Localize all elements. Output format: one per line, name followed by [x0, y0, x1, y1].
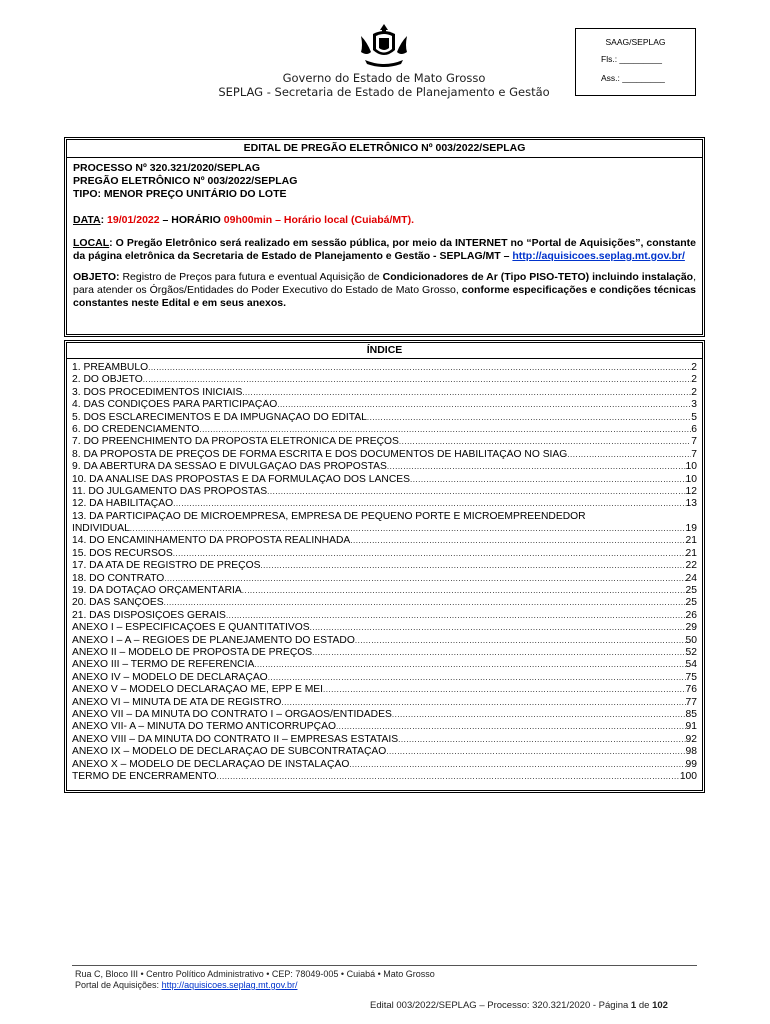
- footer-portal: [75, 980, 297, 990]
- toc-entry-page: 92: [685, 733, 697, 745]
- page-number: 1: [630, 1000, 637, 1011]
- toc-entry-page: 100: [679, 770, 697, 782]
- toc-entry-title: 3. DOS PROCEDIMENTOS INICIAIS: [72, 386, 243, 398]
- edital-summary-box: [64, 137, 705, 337]
- toc-entry-title: 11. DO JULGAMENTO DAS PROPOSTAS: [72, 485, 268, 497]
- toc-entry[interactable]: [72, 424, 697, 436]
- toc-entry[interactable]: [72, 498, 697, 510]
- objeto-paragraph: [73, 271, 696, 310]
- toc-entry[interactable]: [72, 548, 697, 560]
- hora-label: – HORÁRIO: [159, 214, 224, 226]
- toc-entry[interactable]: [72, 374, 697, 386]
- data-sep: :: [100, 214, 108, 226]
- toc-entry-title: 13. DA PARTICIPAÇÃO DE MICROEMPRESA, EMPRESA DE PEQUENO PORTE E MICROEMPREENDEDOR: [72, 510, 586, 522]
- toc-entry-title: 4. DAS CONDIÇÕES PARA PARTICIPAÇÃO: [72, 399, 278, 411]
- toc-entry[interactable]: [72, 610, 697, 622]
- toc-entry[interactable]: [72, 461, 697, 473]
- toc-entry-title: 1. PREÂMBULO: [72, 362, 149, 373]
- toc-entry-page: 19: [685, 523, 697, 535]
- toc-entry-page: 2: [691, 386, 697, 398]
- toc-leader-dots: [323, 684, 686, 696]
- toc-entry[interactable]: [72, 771, 697, 783]
- toc-entry-title: 5. DOS ESCLARECIMENTOS E DA IMPUGNAÇÃO DO EDITAL: [72, 411, 367, 423]
- toc-entry-title: ANEXO IV – MODELO DE DECLARAÇÃO: [72, 671, 268, 683]
- local-label: LOCAL: [73, 237, 110, 249]
- toc-leader-dots: [281, 697, 685, 709]
- page-of: de: [636, 1000, 653, 1011]
- toc-leader-dots: [310, 622, 686, 634]
- toc-entry-title: ANEXO VII – DA MINUTA DO CONTRATO I – ÓRGÃOS/ENTIDADES: [72, 708, 392, 720]
- toc-leader-dots: [398, 734, 685, 746]
- toc-leader-dots: [143, 374, 692, 386]
- toc-entry-page: 2: [691, 362, 697, 373]
- toc-entry-title: 8. DA PROPOSTA DE PREÇOS DE FORMA ESCRITA E DOS DOCUMENTOS DE HABILITAÇÃO NO SIAG: [72, 448, 568, 460]
- gov-line-1: Governo do Estado de Mato Grosso: [282, 71, 486, 85]
- toc-leader-dots: [260, 560, 685, 572]
- index-box: [64, 340, 705, 793]
- toc-entry-page: 12: [685, 485, 697, 497]
- protocol-stamp: [575, 28, 696, 96]
- toc-entry-title: 20. DAS SANÇÕES: [72, 597, 164, 609]
- toc-entry-title: ANEXO I – A – REGIÕES DE PLANEJAMENTO DO ESTADO: [72, 634, 355, 646]
- toc-entry-page: 6: [691, 423, 697, 435]
- toc-leader-dots: [567, 449, 691, 461]
- toc-leader-dots: [336, 721, 686, 733]
- toc-leader-dots: [173, 548, 686, 560]
- toc-leader-dots: [268, 672, 686, 684]
- toc-entry-page: 21: [685, 547, 697, 559]
- page-footer: [370, 1000, 668, 1011]
- toc-leader-dots: [217, 771, 680, 783]
- toc-entry-title: 7. DO PREENCHIMENTO DA PROPOSTA ELETRÔNICA DE PREÇOS: [72, 436, 399, 448]
- footer-divider: [72, 965, 697, 966]
- toc-entry-page: 24: [685, 572, 697, 584]
- toc-entry[interactable]: [72, 449, 697, 461]
- toc-entry-title: 17. DA ATA DE REGISTRO DE PREÇOS: [72, 560, 261, 572]
- stamp-fls: Fls.: _________: [601, 54, 662, 64]
- toc-leader-dots: [386, 746, 685, 758]
- toc-leader-dots: [350, 535, 685, 547]
- toc-entry-title: 6. DO CREDENCIAMENTO: [72, 423, 200, 435]
- toc-leader-dots: [226, 610, 686, 622]
- toc-entry-page: 52: [685, 646, 697, 658]
- toc-entry[interactable]: [72, 387, 697, 399]
- footer-portal-link[interactable]: http://aquisicoes.seplag.mt.gov.br/: [161, 980, 298, 990]
- toc-entry-page: 75: [685, 671, 697, 683]
- toc-entry[interactable]: [72, 622, 697, 634]
- toc-entry-title: 14. DO ENCAMINHAMENTO DA PROPOSTA REALINHADA: [72, 535, 351, 547]
- toc-leader-dots: [355, 635, 686, 647]
- toc-entry-page: 22: [685, 560, 697, 572]
- toc-entry-page: 5: [691, 411, 697, 423]
- toc-entry-page: 99: [685, 758, 697, 770]
- toc-entry-page: 29: [685, 622, 697, 634]
- stamp-ass: Ass.: _________: [601, 73, 665, 83]
- toc-leader-dots: [164, 573, 685, 585]
- toc-entry-page: 76: [685, 684, 697, 696]
- objeto-bold-1: Condicionadores de Ar (Tipo PISO-TETO) incluindo instalação: [382, 271, 694, 283]
- gov-line-2: SEPLAG - Secretaria de Estado de Planejamento e Gestão: [218, 85, 550, 99]
- toc-entry-title: ANEXO VII- A – MINUTA DO TERMO ANTICORRUPÇÃO: [72, 721, 336, 733]
- toc-leader-dots: [254, 659, 685, 671]
- toc-entry-title: 10. DA ANALISE DAS PROPOSTAS E DA FORMULAÇÃO DOS LANCES: [72, 473, 410, 485]
- tipo-line: TIPO: MENOR PREÇO UNITÁRIO DO LOTE: [73, 188, 287, 200]
- toc-entry-page: 10: [685, 473, 697, 485]
- toc-entry-page: 21: [685, 535, 697, 547]
- toc-entry-title: ANEXO I – ESPECIFICAÇÕES E QUANTITATIVOS: [72, 622, 310, 634]
- hora-value: 09h00min – Horário local (Cuiabá/MT).: [223, 214, 414, 226]
- toc-entry-title: TERMO DE ENCERRAMENTO: [72, 770, 217, 782]
- toc-entry-title: 9. DA ABERTURA DA SESSÃO E DIVULGAÇÃO DAS PROPOSTAS: [72, 461, 387, 473]
- toc-leader-dots: [392, 709, 686, 721]
- toc-entry[interactable]: [72, 486, 697, 498]
- toc-leader-dots: [399, 436, 691, 448]
- footer-portal-label: Portal de Aquisições:: [75, 980, 162, 990]
- index-title: ÍNDICE: [67, 343, 702, 359]
- toc-leader-dots: [387, 461, 686, 473]
- toc-entry-title: 18. DO CONTRATO: [72, 572, 165, 584]
- page-total: 102: [652, 1000, 668, 1011]
- footer-address: Rua C, Bloco III • Centro Político Administrativo • CEP: 78049-005 • Cuiabá • Mato Grosso: [75, 969, 435, 979]
- data-value: 19/01/2022: [107, 214, 160, 226]
- toc-entry-title: 19. DA DOTAÇÃO ORÇAMENTÁRIA: [72, 585, 242, 597]
- toc-entry[interactable]: [72, 709, 697, 721]
- toc-entry-page: 7: [691, 448, 697, 460]
- objeto-bold-2: conforme especificações e condições técnicas constantes neste Edital e em seus anexos.: [73, 284, 696, 309]
- stamp-title: SAAG/SEPLAG: [605, 37, 666, 47]
- toc-entry-page: 50: [685, 634, 697, 646]
- toc-entry-page: 25: [685, 597, 697, 609]
- data-line: [73, 214, 696, 227]
- toc-entry[interactable]: [72, 734, 697, 746]
- toc-entry[interactable]: [72, 635, 697, 647]
- toc-leader-dots: [410, 474, 686, 486]
- toc-leader-dots: [349, 759, 685, 771]
- toc-entry-title: ANEXO V – MODELO DECLARAÇÃO ME, EPP E MEI: [72, 684, 324, 696]
- toc-entry[interactable]: [72, 362, 697, 374]
- local-text: : O Pregão Eletrônico será realizado em sessão pública, por meio da INTERNET no “Portal de Aquisições”, constante da página eletrônica da Secretaria de Estado de Planejamento e Gestão - SEPLAG/MT –: [73, 237, 696, 262]
- toc-entry-page: 7: [691, 436, 697, 448]
- toc-entry[interactable]: [72, 659, 697, 671]
- toc-entry[interactable]: [72, 672, 697, 684]
- toc-entry-page: 2: [691, 374, 697, 386]
- toc-entry-title: ANEXO IX – MODELO DE DECLARAÇÃO DE SUBCONTRATAÇÃO: [72, 746, 387, 758]
- pregao-line: PREGÃO ELETRÔNICO Nº 003/2022/SEPLAG: [73, 175, 298, 187]
- toc-entry[interactable]: [72, 399, 697, 411]
- toc-leader-dots: [130, 523, 686, 535]
- toc-leader-dots: [148, 362, 691, 374]
- toc-leader-dots: [267, 486, 685, 498]
- toc-leader-dots: [173, 498, 685, 510]
- toc-leader-dots: [277, 399, 691, 411]
- toc-entry[interactable]: [72, 684, 697, 696]
- toc-entry-page: 25: [685, 585, 697, 597]
- toc-entry[interactable]: [72, 436, 697, 448]
- toc-entry[interactable]: [72, 585, 697, 597]
- toc-entry[interactable]: [72, 721, 697, 733]
- objeto-text-1: Registro de Preços para futura e eventual Aquisição de: [119, 271, 383, 283]
- toc-entry-page: 91: [685, 721, 697, 733]
- toc-entry-title: 21. DAS DISPOSIÇÕES GERAIS: [72, 609, 226, 621]
- processo-line: PROCESSO Nº 320.321/2020/SEPLAG: [73, 162, 261, 174]
- toc-entry[interactable]: [72, 573, 697, 585]
- toc-entry-page: 77: [685, 696, 697, 708]
- toc-entry-page: 98: [685, 746, 697, 758]
- portal-link[interactable]: http://aquisicoes.seplag.mt.gov.br/: [512, 250, 685, 262]
- toc-entry[interactable]: [72, 523, 697, 535]
- toc-entry[interactable]: [72, 746, 697, 758]
- edital-title: EDITAL DE PREGÃO ELETRÔNICO Nº 003/2022/SEPLAG: [67, 140, 702, 158]
- toc-leader-dots: [242, 585, 686, 597]
- toc-entry[interactable]: [72, 535, 697, 547]
- toc-entry[interactable]: [72, 697, 697, 709]
- data-label: DATA: [73, 214, 101, 226]
- toc-entry-title: 2. DO OBJETO: [72, 374, 143, 386]
- toc-entry-page: 26: [685, 609, 697, 621]
- toc-entry-page: 54: [685, 659, 697, 671]
- state-coat-of-arms: [355, 22, 413, 68]
- toc-entry[interactable]: [72, 560, 697, 572]
- toc-entry-title: ANEXO VI – MINUTA DE ATA DE REGISTRO: [72, 696, 282, 708]
- government-header: [140, 71, 628, 99]
- toc-entry-page: 10: [685, 461, 697, 473]
- objeto-text-2: , para atender os Órgãos/Entidades do Poder Executivo do Estado de Mato Grosso,: [73, 271, 696, 296]
- toc-entry-title: 15. DOS RECURSOS: [72, 547, 173, 559]
- toc-entry-page: 13: [685, 498, 697, 510]
- toc-entry[interactable]: [72, 412, 697, 424]
- toc-entry-page: 3: [691, 399, 697, 411]
- toc-entry[interactable]: [72, 597, 697, 609]
- toc-entry-title: ANEXO VIII – DA MINUTA DO CONTRATO II – EMPRESAS ESTATAIS: [72, 733, 399, 745]
- toc-entry[interactable]: [72, 474, 697, 486]
- page-prefix: Edital 003/2022/SEPLAG – Processo: 320.321/2020 - Página: [370, 1000, 631, 1011]
- toc-entry-title: ANEXO II – MODELO DE PROPOSTA DE PREÇOS: [72, 646, 313, 658]
- table-of-contents: [67, 359, 702, 783]
- toc-entry-title: ANEXO III – TERMO DE REFERÊNCIA: [72, 659, 255, 671]
- toc-entry-page: 85: [685, 708, 697, 720]
- toc-leader-dots: [199, 424, 691, 436]
- objeto-label: OBJETO:: [73, 271, 120, 283]
- toc-entry[interactable]: [72, 647, 697, 659]
- toc-leader-dots: [367, 412, 691, 424]
- toc-leader-dots: [312, 647, 685, 659]
- toc-leader-dots: [242, 387, 691, 399]
- toc-entry-title: INDIVIDUAL: [72, 523, 130, 535]
- local-paragraph: [73, 237, 696, 263]
- toc-entry[interactable]: [72, 511, 697, 523]
- toc-entry-title: 12. DA HABILITAÇÃO: [72, 498, 174, 510]
- toc-leader-dots: [164, 597, 686, 609]
- toc-entry[interactable]: [72, 759, 697, 771]
- toc-entry-title: ANEXO X – MODELO DE DECLARAÇÃO DE INSTALAÇÃO: [72, 758, 350, 770]
